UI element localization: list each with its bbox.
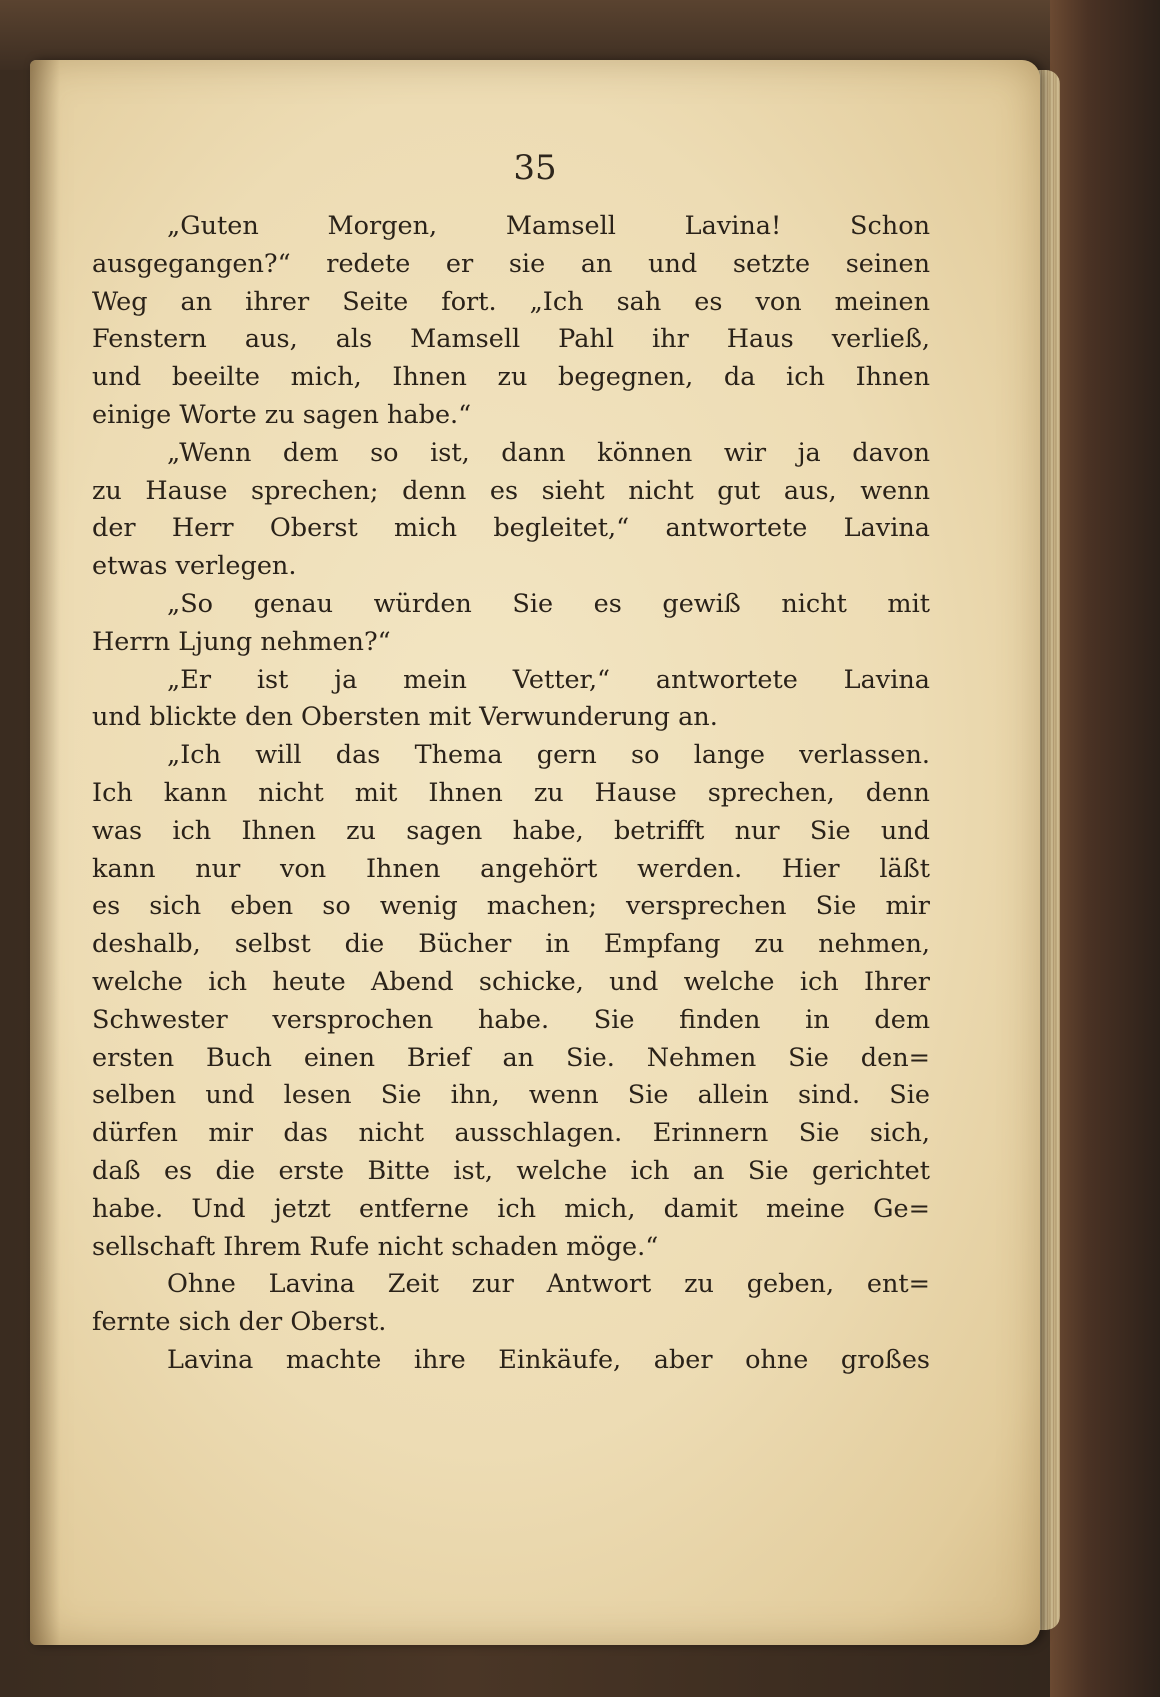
text-line: was ich Ihnen zu sagen habe, betrifft nur Sie und [92, 815, 930, 846]
text-line: Ohne Lavina Zeit zur Antwort zu geben, ent= [167, 1269, 930, 1300]
text-line: „So genau würden Sie es gewiß nicht mit [167, 588, 930, 619]
text-line: daß es die erste Bitte ist, welche ich an Sie gerichtet [92, 1155, 930, 1186]
text-line: etwas verlegen. [92, 551, 297, 582]
text-line: einige Worte zu sagen habe.“ [92, 399, 472, 430]
page-text [92, 208, 930, 1380]
text-line: „Wenn dem so ist, dann können wir ja davon [167, 437, 930, 468]
book-page [30, 60, 1040, 1645]
text-line: selben und lesen Sie ihn, wenn Sie allein sind. Sie [92, 1080, 930, 1111]
gutter-shadow [30, 60, 60, 1645]
text-line: und blickte den Obersten mit Verwunderung an. [92, 702, 718, 733]
text-line: zu Hause sprechen; denn es sieht nicht gut aus, wenn [92, 475, 930, 506]
text-line: Fenstern aus, als Mamsell Pahl ihr Haus verließ, [92, 324, 930, 355]
text-line: und beeilte mich, Ihnen zu begegnen, da ich Ihnen [92, 362, 930, 393]
text-line: fernte sich der Oberst. [92, 1307, 387, 1338]
text-line: Ich kann nicht mit Ihnen zu Hause sprechen, denn [92, 777, 930, 808]
text-line: Herrn Ljung nehmen?“ [92, 626, 391, 657]
text-line: Schwester versprochen habe. Sie finden in dem [92, 1004, 930, 1035]
text-line: ausgegangen?“ redete er sie an und setzte seinen [92, 248, 930, 279]
text-line: „Ich will das Thema gern so lange verlassen. [167, 740, 930, 771]
text-line: es sich eben so wenig machen; versprechen Sie mir [92, 891, 930, 922]
text-line: dürfen mir das nicht ausschlagen. Erinnern Sie sich, [92, 1118, 930, 1149]
text-line: kann nur von Ihnen angehört werden. Hier läßt [92, 853, 930, 884]
text-line: Weg an ihrer Seite fort. „Ich sah es von meinen [92, 286, 930, 317]
text-line: Lavina machte ihre Einkäufe, aber ohne großes [167, 1344, 930, 1375]
text-line: „Er ist ja mein Vetter,“ antwortete Lavina [167, 664, 930, 695]
text-line: habe. Und jetzt entferne ich mich, damit meine Ge= [92, 1193, 930, 1224]
text-line: ersten Buch einen Brief an Sie. Nehmen Sie den= [92, 1042, 930, 1073]
text-line: der Herr Oberst mich begleitet,“ antwortete Lavina [92, 513, 930, 544]
book-cover-edge [1050, 0, 1160, 1697]
text-line: deshalb, selbst die Bücher in Empfang zu nehmen, [92, 929, 930, 960]
text-line: „Guten Morgen, Mamsell Lavina! Schon [167, 211, 930, 241]
text-line: welche ich heute Abend schicke, und welche ich Ihrer [92, 966, 930, 997]
text-line: sellschaft Ihrem Rufe nicht schaden möge.“ [92, 1231, 659, 1262]
page-number: 35 [513, 148, 557, 188]
